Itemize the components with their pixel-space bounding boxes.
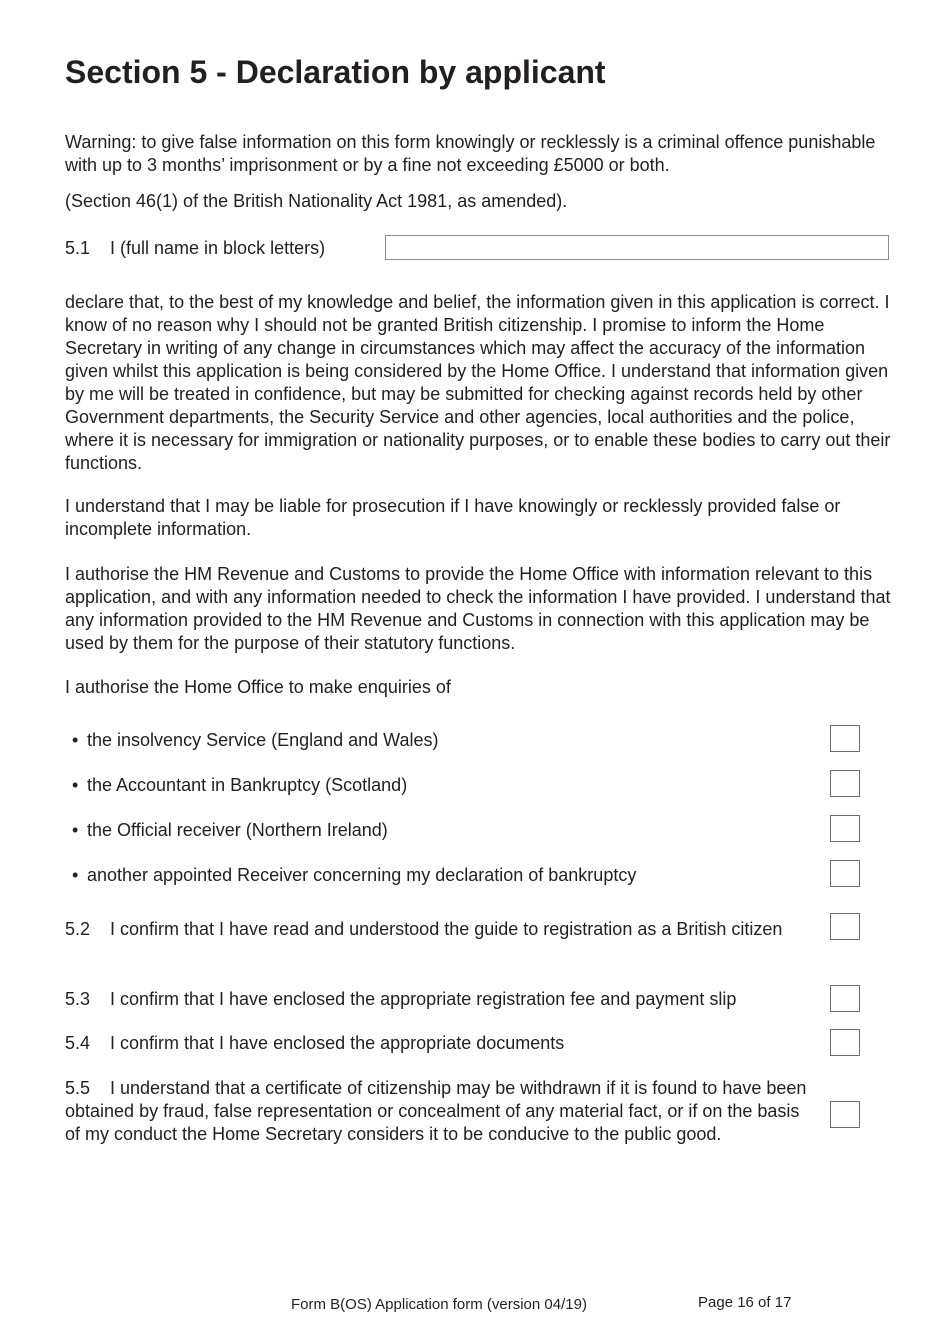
footer-form-name: Form B(OS) Application form (version 04/19) [291, 1296, 587, 1313]
confirmation-text: I confirm that I have read and understood the guide to registration as a British citizen [110, 919, 783, 939]
insolvency-service-checkbox[interactable] [830, 725, 860, 752]
enquiry-item [72, 729, 439, 752]
confirmation-number: 5.3 [65, 989, 91, 1009]
enquiry-item-label: the insolvency Service (England and Wales) [87, 730, 439, 750]
confirmation-number: 5.4 [65, 1033, 91, 1053]
confirmation-text: I understand that a certificate of citizenship may be withdrawn if it is found to have been obtained by fraud, false representation or concealment of any material fact, or if on the basis of my conduct the Home Secretary considers it to be conducive to the public good. [65, 1078, 807, 1144]
confirmation-number: 5.2 [65, 919, 91, 939]
warning-text: Warning: to give false information on this form knowingly or recklessly is a criminal offence punishable with up to 3 months’ imprisonment or by a fine not exceeding £5000 or both. [65, 132, 876, 175]
q5-1-label-row [65, 237, 375, 260]
enquiry-item-label: another appointed Receiver concerning my declaration of bankruptcy [87, 865, 637, 885]
confirm-fee-enclosed-checkbox[interactable] [830, 985, 860, 1012]
confirm-documents-enclosed-checkbox[interactable] [830, 1029, 860, 1056]
declaration-paragraph-1: declare that, to the best of my knowledge and belief, the information given in this application is correct. I know of no reason why I should not be granted British citizenship. I promise to inform the Home Secretary in writing of any change in circumstances which may affect the accuracy of the information given whilst this application is being considered by the Home Office. I understand that information given by me will be treated in confidence, but may be submitted for checking against records held by other Government departments, the Security Service and other agencies, local authorities and the police, where it is necessary for immigration or nationality purposes, or to enable these bodies to carry out their functions. [65, 292, 891, 473]
confirmation-5-3 [65, 988, 805, 1011]
confirm-read-guide-checkbox[interactable] [830, 913, 860, 940]
another-receiver-checkbox[interactable] [830, 860, 860, 887]
enquiry-item [72, 864, 636, 887]
confirmation-5-4 [65, 1032, 805, 1055]
confirm-withdrawal-understood-checkbox[interactable] [830, 1101, 860, 1128]
full-name-input[interactable] [385, 235, 889, 260]
confirmation-5-2 [65, 918, 795, 941]
declaration-paragraph-3: I authorise the HM Revenue and Customs to provide the Home Office with information relevant to this application, and with any information needed to check the information I have provided. I understand that any information provided to the HM Revenue and Customs in connection with this application may be used by them for the purpose of their statutory functions. [65, 564, 891, 653]
footer-page-number: Page 16 of 17 [698, 1294, 792, 1311]
warning-reference: (Section 46(1) of the British Nationality Act 1981, as amended). [65, 191, 568, 211]
enquiry-item [72, 819, 388, 842]
enquiry-item-label: the Accountant in Bankruptcy (Scotland) [87, 775, 408, 795]
confirmation-5-5 [65, 1077, 817, 1146]
section-title: Section 5 - Declaration by applicant [65, 54, 606, 90]
confirmation-text: I confirm that I have enclosed the appropriate documents [110, 1033, 565, 1053]
enquiries-intro: I authorise the Home Office to make enquiries of [65, 677, 451, 697]
enquiry-item-label: the Official receiver (Northern Ireland) [87, 820, 388, 840]
bullet-icon: • [72, 865, 79, 885]
q5-1-number: 5.1 [65, 238, 91, 258]
confirmation-text: I confirm that I have enclosed the appropriate registration fee and payment slip [110, 989, 737, 1009]
official-receiver-checkbox[interactable] [830, 815, 860, 842]
enquiry-item [72, 774, 407, 797]
bullet-icon: • [72, 775, 79, 795]
confirmation-number: 5.5 [65, 1078, 91, 1098]
accountant-in-bankruptcy-checkbox[interactable] [830, 770, 860, 797]
bullet-icon: • [72, 730, 79, 750]
q5-1-label: I (full name in block letters) [110, 238, 326, 258]
declaration-paragraph-2: I understand that I may be liable for prosecution if I have knowingly or recklessly provided false or incomplete information. [65, 496, 841, 539]
bullet-icon: • [72, 820, 79, 840]
